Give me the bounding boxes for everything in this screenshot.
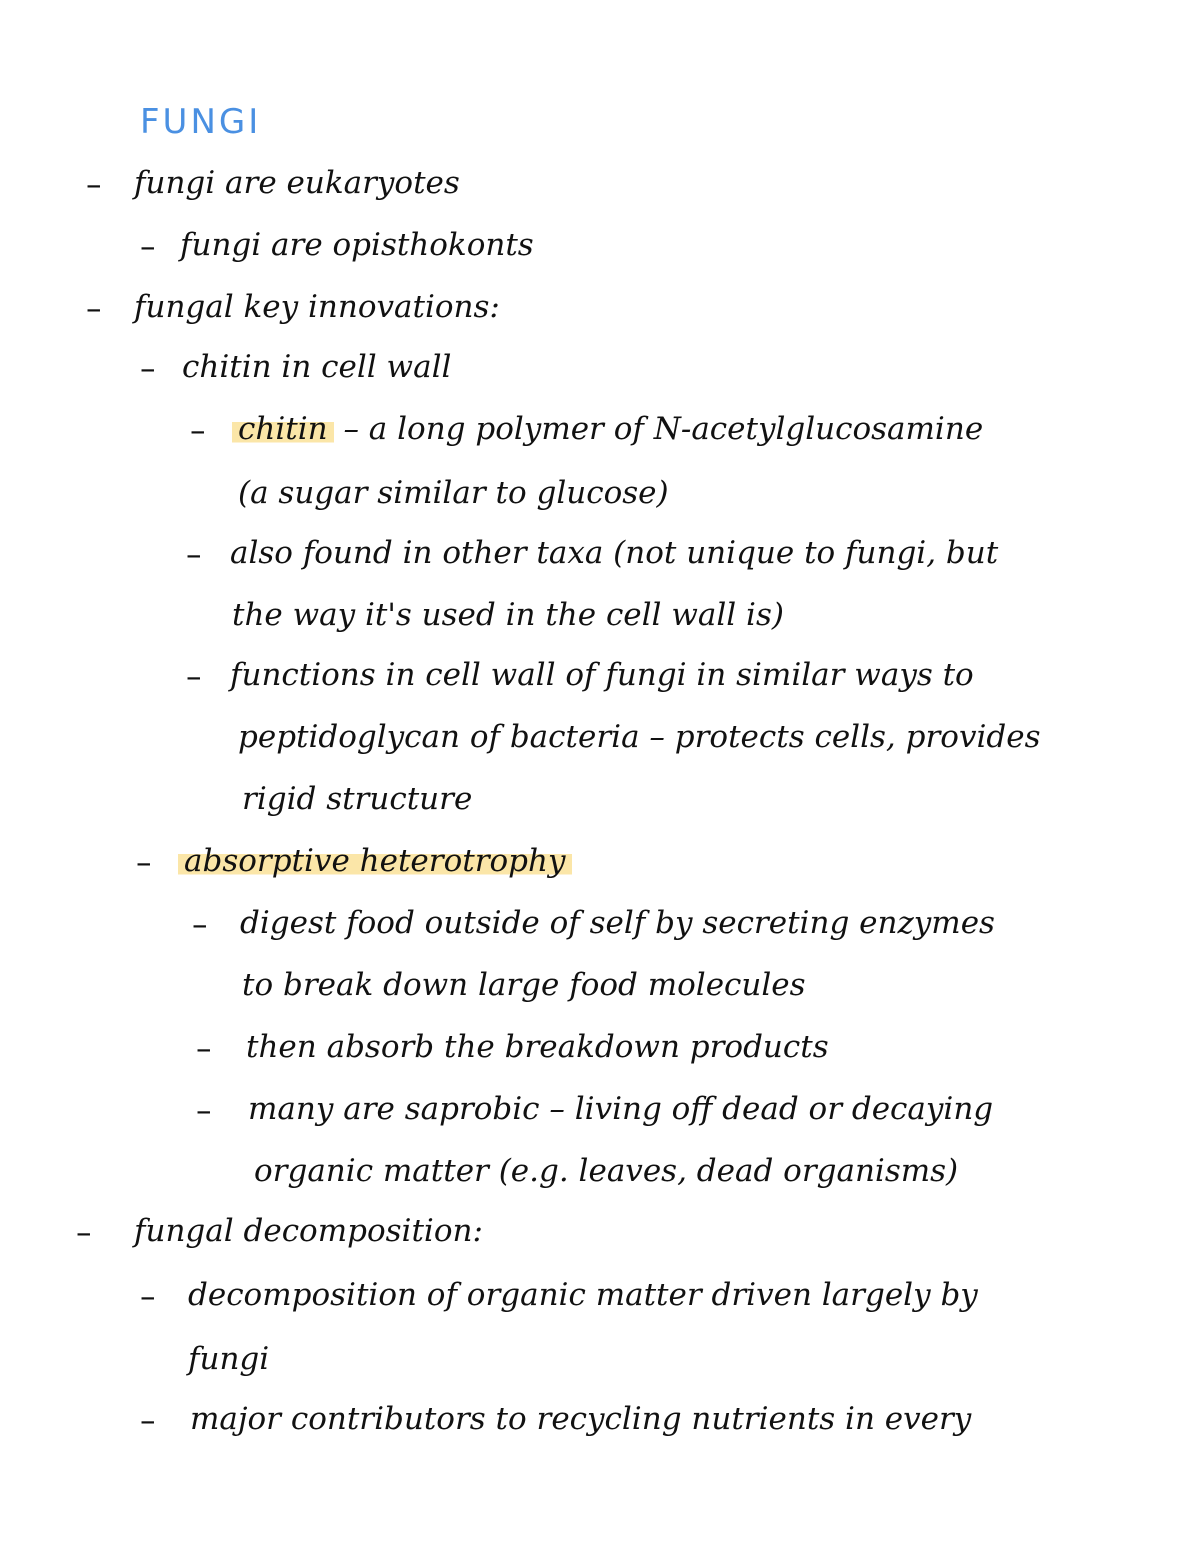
bullet-dash: – xyxy=(86,291,102,327)
note-line xyxy=(178,843,572,879)
bullet-dash: – xyxy=(76,1215,92,1251)
note-line: the way it's used in the cell wall is) xyxy=(232,597,784,633)
note-line xyxy=(232,411,984,447)
bullet-dash: – xyxy=(136,845,152,881)
note-line: fungi are opisthokonts xyxy=(180,227,534,263)
note-line: functions in cell wall of fungi in similar ways to xyxy=(230,657,974,693)
note-line: then absorb the breakdown products xyxy=(246,1029,829,1065)
bullet-dash: – xyxy=(196,1093,212,1129)
highlighted-term: absorptive heterotrophy xyxy=(178,843,572,879)
bullet-dash: – xyxy=(190,413,206,449)
bullet-dash: – xyxy=(86,167,102,203)
bullet-dash: – xyxy=(186,659,202,695)
note-line: organic matter (e.g. leaves, dead organisms) xyxy=(254,1153,959,1189)
page-title: FUNGI xyxy=(140,102,262,142)
note-line: to break down large food molecules xyxy=(242,967,806,1003)
bullet-dash: – xyxy=(192,907,208,943)
note-line: digest food outside of self by secreting enzymes xyxy=(240,905,995,941)
bullet-dash: – xyxy=(140,1279,156,1315)
bullet-dash: – xyxy=(186,537,202,573)
note-line: fungi xyxy=(188,1341,270,1377)
note-line: many are saprobic – living off dead or decaying xyxy=(248,1091,994,1127)
note-line: (a sugar similar to glucose) xyxy=(238,475,669,511)
note-line: major contributors to recycling nutrients in every xyxy=(190,1401,972,1437)
note-line: fungal key innovations: xyxy=(134,289,500,325)
note-line: fungi are eukaryotes xyxy=(134,165,460,201)
note-line: rigid structure xyxy=(242,781,473,817)
highlighted-term: chitin xyxy=(232,411,334,447)
bullet-dash: – xyxy=(140,1403,156,1439)
bullet-dash: – xyxy=(140,351,156,387)
bullet-dash: – xyxy=(140,229,156,265)
note-line: decomposition of organic matter driven largely by xyxy=(188,1277,978,1313)
note-line: peptidoglycan of bacteria – protects cells, provides xyxy=(238,719,1041,755)
note-line: chitin in cell wall xyxy=(182,349,452,385)
note-line-rest: – a long polymer of N-acetylglucosamine xyxy=(343,411,984,447)
note-line: also found in other taxa (not unique to fungi, but xyxy=(230,535,999,571)
note-line: fungal decomposition: xyxy=(134,1213,483,1249)
bullet-dash: – xyxy=(196,1031,212,1067)
